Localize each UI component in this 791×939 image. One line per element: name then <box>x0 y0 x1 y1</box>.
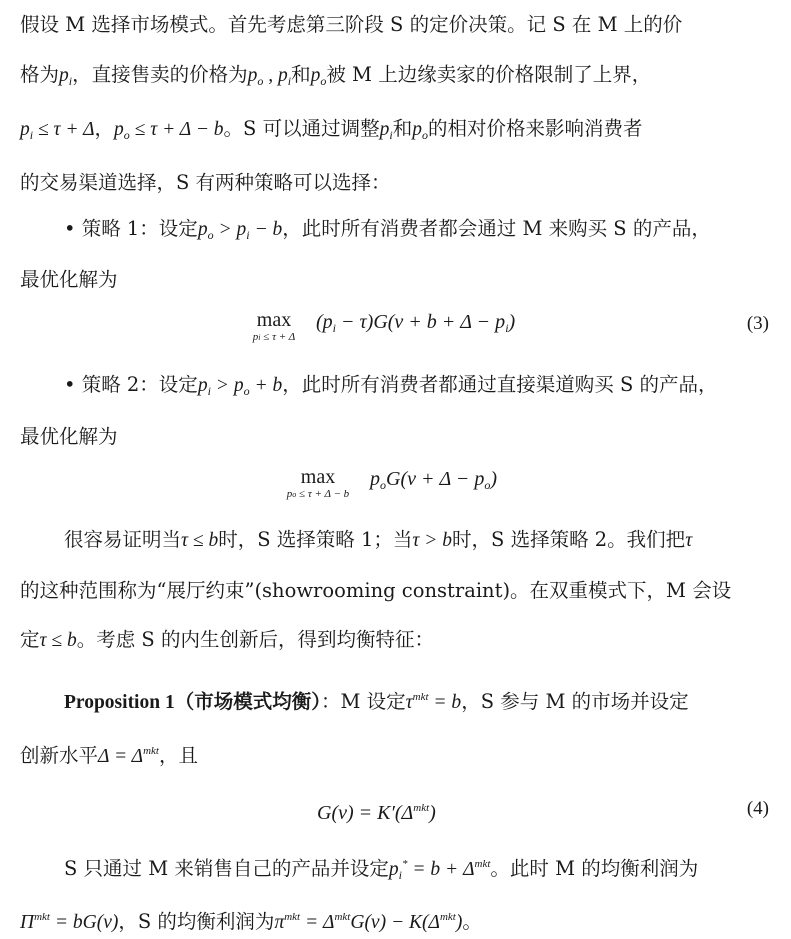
text: ，此时所有消费者都会通过 M 来购买 S 的产品， <box>282 217 711 240</box>
math-profit-m: $\Pi^{mkt} = bG(v)$ <box>20 911 119 933</box>
paragraph-1-line-4: 的交易渠道选择，S 有两种策略可以选择： <box>20 171 391 194</box>
text: 被 M 上边缘卖家的价格限制了上界， <box>326 63 652 86</box>
math-delta-mkt: $\Delta = \Delta^{mkt}$ <box>98 745 159 767</box>
paragraph-1-line-2 <box>20 62 651 94</box>
text: ：M 设定 <box>320 690 406 713</box>
math-po: $p_o$ <box>412 119 428 142</box>
math-pi: $p_i$ <box>59 65 73 88</box>
math-constraint-pi: $p_i \le \tau + \Delta$ <box>20 119 95 142</box>
equation-strategy-2-max-operator <box>272 466 364 501</box>
text: 格为 <box>20 63 60 86</box>
math-pi: $p_i$ <box>278 65 292 88</box>
strategy-2-optimize-label: 最优化解为 <box>20 425 118 448</box>
math-tau: τ <box>685 530 693 551</box>
text: 。此时 M 的均衡利润为 <box>490 857 699 880</box>
text: ，直接售卖的价格为 <box>72 63 248 86</box>
text: ，S 的均衡利润为 <box>118 910 275 933</box>
text: 时，S 选择策略 1；当 <box>218 528 413 551</box>
math-comma: , <box>263 65 278 86</box>
paragraph-2-line-2: 的这种范围称为“展厅约束”(showrooming constraint)。在双重模式下，M 会设 <box>20 579 732 602</box>
text: 时，S 选择策略 2。我们把 <box>452 528 686 551</box>
proposition-subtitle: （市场模式均衡） <box>174 692 321 713</box>
paragraph-3-line-1 <box>64 851 698 888</box>
paragraph-1-line-3 <box>20 116 642 148</box>
math-tau-le-b: τ ≤ b <box>39 630 77 651</box>
strategy-1-optimize-label: 最优化解为 <box>20 268 118 291</box>
max-constraint: po ≤ τ + Δ − b <box>286 488 350 500</box>
math-profit-s: $\pi^{mkt} = \Delta^{mkt}G(v) - K(\Delta^{mkt})$ <box>274 911 463 933</box>
text: 很容易证明当 <box>64 528 182 551</box>
math-pi: $p_i$ <box>379 119 393 142</box>
paragraph-2-line-1 <box>64 527 692 554</box>
proposition-1-line-2 <box>20 738 198 770</box>
math-strategy-2-condition: $p_i > p_o + b$ <box>197 375 283 398</box>
text: 。S 可以通过调整 <box>223 117 380 140</box>
text: ， <box>94 117 115 140</box>
equation-4-number: (4) <box>746 798 769 819</box>
text: 创新水平 <box>20 744 99 767</box>
math-pi-star: $p_i^* = b + \Delta^{mkt}$ <box>388 858 491 882</box>
text: ，且 <box>159 744 199 767</box>
text: ，S 参与 M 的市场并设定 <box>461 690 689 713</box>
strategy-1-line <box>64 216 711 248</box>
equation-3-expression: $(p_i - \tau)G(v + b + \Delta - p_i)$ <box>316 311 516 335</box>
equation-4-expression: $G(v) = K'(\Delta^{mkt})$ <box>317 802 436 824</box>
paragraph-1-line-1: 假设 M 选择市场模式。首先考虑第三阶段 S 的定价决策。记 S 在 M 上的价 <box>20 13 683 36</box>
strategy-2-line <box>64 372 718 404</box>
text: 和 <box>392 117 413 140</box>
text: 。 <box>462 910 482 933</box>
math-po: $p_o$ <box>310 65 327 88</box>
math-po: $p_o$ <box>247 65 264 88</box>
text: 。考虑 S 的内生创新后，得到均衡特征： <box>76 628 434 651</box>
max-constraint: pi ≤ τ + Δ <box>252 331 296 343</box>
proposition-1-line-1 <box>64 684 689 716</box>
math-constraint-po: $p_o \le \tau + \Delta - b$ <box>114 119 224 142</box>
text: 和 <box>291 63 311 86</box>
equation-strategy-2-expression: $p_oG(v + \Delta - p_o)$ <box>370 468 498 492</box>
math-strategy-1-condition: $p_o > p_i - b$ <box>197 219 283 242</box>
proposition-title: Proposition 1 <box>64 692 175 713</box>
math-tau-gt-b: τ > b <box>412 530 453 551</box>
text: S 只通过 M 来销售自己的产品并设定 <box>64 857 389 880</box>
math-tau-le-b: τ ≤ b <box>181 530 219 551</box>
math-tau-mkt: $\tau^{mkt} = b$ <box>405 691 462 713</box>
text: ，此时所有消费者都通过直接渠道购买 S 的产品， <box>282 373 718 396</box>
max-word: max <box>256 309 292 331</box>
text: • 策略 1：设定 <box>64 217 198 240</box>
text: 的相对价格来影响消费者 <box>427 117 643 140</box>
equation-3-number: (3) <box>746 313 769 334</box>
equation-3-max-operator <box>238 309 310 344</box>
text: 定 <box>20 628 40 651</box>
paragraph-3-line-2 <box>20 904 482 936</box>
text: • 策略 2：设定 <box>64 373 198 396</box>
max-word: max <box>300 466 336 488</box>
paragraph-2-line-3 <box>20 627 434 654</box>
